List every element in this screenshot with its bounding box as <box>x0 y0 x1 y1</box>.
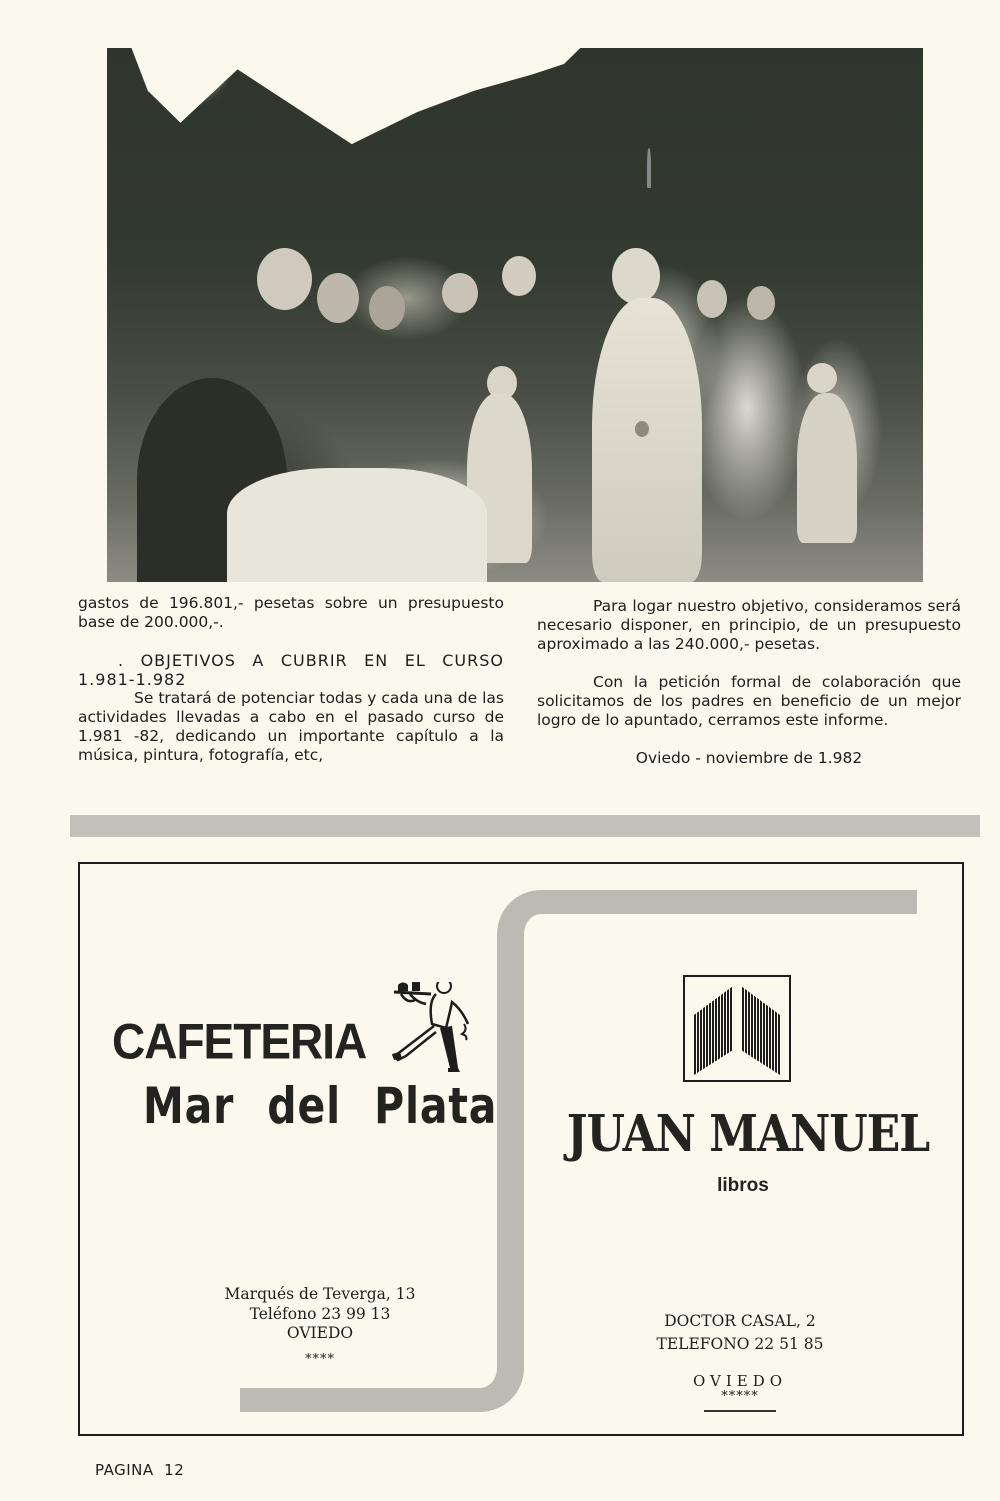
address-city: OVIEDO <box>286 1324 354 1342</box>
ad-divider <box>240 1388 468 1412</box>
cafeteria-address <box>170 1285 470 1369</box>
photo-figure <box>592 298 702 582</box>
open-book-logo-icon <box>683 975 791 1082</box>
signature-line: Oviedo - noviembre de 1.982 <box>635 749 863 767</box>
photo-figure <box>807 363 837 393</box>
address-street: Marqués de Teverga, 13 <box>224 1285 416 1303</box>
photo-figure <box>612 248 660 304</box>
stars-ornament: ***** <box>721 1389 759 1404</box>
cafeteria-title: CAFETERIA <box>112 1013 367 1070</box>
photo-figure <box>257 248 312 310</box>
photo-figure <box>797 393 857 543</box>
bookstore-address <box>600 1310 880 1412</box>
page-label: PAGINA <box>95 1461 154 1479</box>
bookstore-title: JUAN MANUEL <box>566 1105 930 1164</box>
ad-divider <box>497 945 524 1357</box>
address-city: OVIEDO <box>692 1372 788 1390</box>
waiter-icon <box>376 982 486 1082</box>
photo-highlight <box>152 48 222 98</box>
bookstore-subtitle: libros <box>717 1175 769 1196</box>
paragraph: Para logar nuestro objetivo, consideramos será necesario disponer, en principio, de un presupuesto aproximado a las 240.000,- pesetas. <box>537 597 961 653</box>
article-right-column <box>537 597 961 768</box>
photo-figure <box>317 273 359 323</box>
paragraph: Con la petición formal de colaboración que solicitamos de los padres en beneficio de un mejor logro de lo apuntado, cerramos este informe. <box>537 673 961 729</box>
photo-figure <box>647 148 651 188</box>
divider-band <box>70 815 980 837</box>
section-heading: . OBJETIVOS A CUBRIR EN EL CURSO 1.981-1.982 <box>78 651 504 689</box>
page-footer <box>95 1461 184 1479</box>
cafeteria-name: Mar del Plata <box>143 1077 498 1135</box>
photo-figure <box>697 280 727 318</box>
stars-ornament: **** <box>305 1351 335 1367</box>
paragraph: Se tratará de potenciar todas y cada una de las actividades llevadas a cabo en el pasado curso de 1.981 -82, dedicando un importante capítulo a la música, pintura, fotografía, etc, <box>78 689 504 764</box>
photo-figure <box>227 468 487 582</box>
paragraph: gastos de 196.801,- pesetas sobre un presupuesto base de 200.000,-. <box>78 594 504 631</box>
photo-figure <box>369 286 405 330</box>
address-phone: Teléfono 23 99 13 <box>249 1304 391 1323</box>
ornament-rule <box>704 1410 776 1412</box>
address-phone: TELEFONO 22 51 85 <box>656 1335 824 1353</box>
page-number: 12 <box>164 1461 185 1479</box>
photo-figure <box>502 256 536 296</box>
crowd-photo <box>107 48 923 582</box>
address-street: DOCTOR CASAL, 2 <box>664 1312 816 1330</box>
photo-figure <box>442 273 478 313</box>
medal <box>635 421 649 437</box>
photo-figure <box>747 286 775 320</box>
article-left-column <box>78 594 504 765</box>
ad-divider <box>545 890 917 914</box>
